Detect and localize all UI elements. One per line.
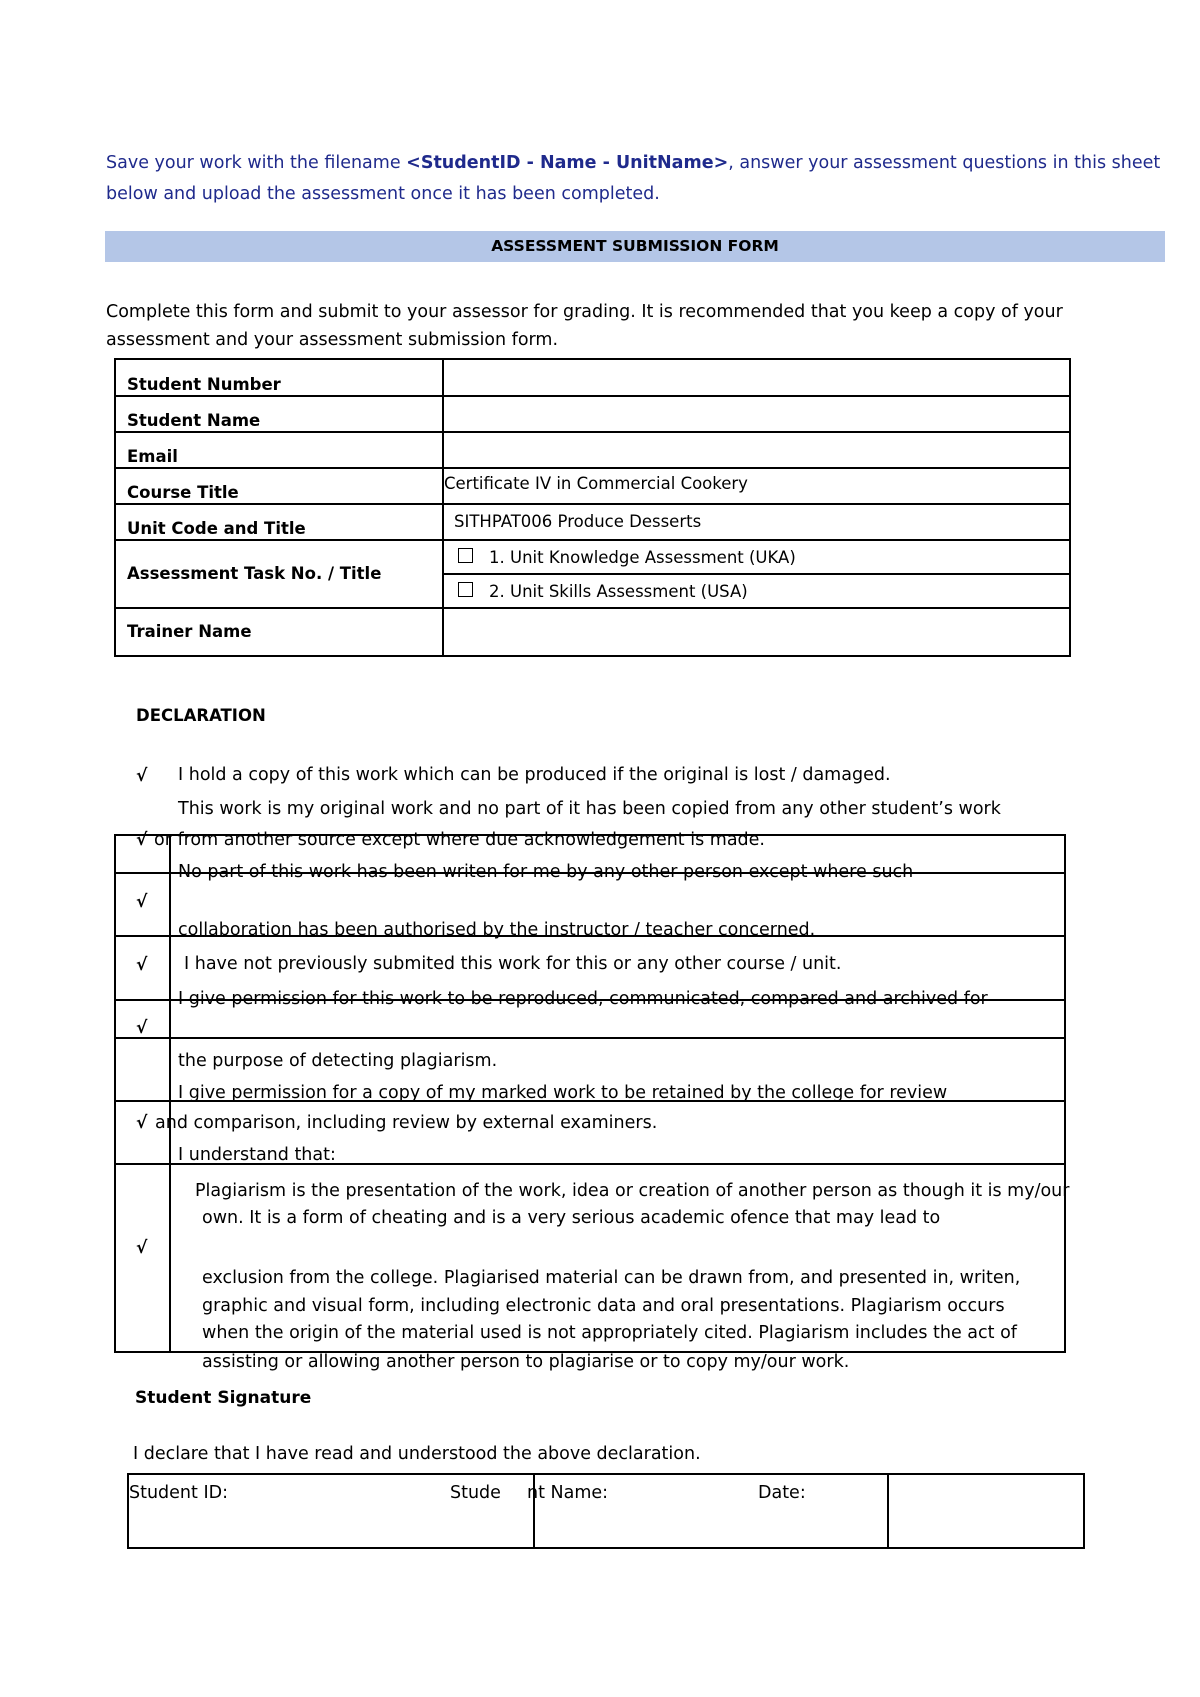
filename-format: <StudentID - Name - UnitName>: [406, 153, 729, 173]
student-id-label: Student ID:: [129, 1483, 228, 1503]
intro-text: [106, 148, 1166, 210]
student-info-table: [114, 358, 1071, 657]
instructions-line1: Complete this form and submit to your assessor for grading. It is recommended that you keep a copy of your: [106, 302, 1063, 322]
tick-mark: √: [136, 830, 148, 850]
tick-mark: √: [136, 892, 148, 912]
instructions-line2: assessment and your assessment submission form.: [106, 330, 559, 350]
declaration-item-5b: the purpose of detecting plagiarism.: [178, 1051, 498, 1071]
declaration-item-3a: No part of this work has been writen for me by any other person except where such: [178, 862, 914, 882]
intro-line2: below and upload the assessment once it has been completed.: [106, 184, 660, 204]
plagiarism-line-3: exclusion from the college. Plagiarised material can be drawn from, and presented in, writen,: [202, 1268, 1021, 1288]
student-name-label-end: nt Name:: [527, 1483, 609, 1503]
declaration-border: [114, 834, 116, 1353]
signature-table-divider: [887, 1473, 889, 1549]
student-number-label: Student Number: [115, 359, 443, 396]
declaration-item-2a: This work is my original work and no part of it has been copied from any other student’s work: [178, 799, 1001, 819]
student-name-label: Student Name: [115, 396, 443, 432]
form-banner: ASSESSMENT SUBMISSION FORM: [105, 231, 1165, 262]
plagiarism-line-5: when the origin of the material used is not appropriately cited. Plagiarism includes the act of: [202, 1323, 1017, 1343]
declaration-border: [169, 834, 171, 1353]
assessment-task-label: Assessment Task No. / Title: [115, 540, 443, 608]
tick-mark: √: [136, 1018, 148, 1038]
email-label: Email: [115, 432, 443, 468]
course-title-label: Course Title: [115, 468, 443, 504]
declaration-item-5a: I give permission for this work to be reproduced, communicated, compared and archived for: [178, 989, 988, 1009]
declaration-item-2b: or from another source except where due acknowledgement is made.: [154, 830, 765, 850]
plagiarism-line-4: graphic and visual form, including electronic data and oral presentations. Plagiarism occurs: [202, 1296, 1005, 1316]
tick-mark: √: [136, 955, 148, 975]
email-field[interactable]: [443, 432, 1070, 468]
task-option-usa-label: 2. Unit Skills Assessment (USA): [489, 581, 748, 601]
intro-part1: Save your work with the filename: [106, 153, 407, 173]
trainer-name-field[interactable]: [443, 608, 1070, 656]
student-name-label-start: Stude: [450, 1483, 501, 1503]
date-label: Date:: [758, 1483, 806, 1503]
unit-code-label: Unit Code and Title: [115, 504, 443, 540]
declaration-item-6b: and comparison, including review by external examiners.: [155, 1113, 658, 1133]
student-name-field[interactable]: [443, 396, 1070, 432]
checkbox-usa[interactable]: [458, 582, 473, 597]
declaration-item-1: I hold a copy of this work which can be produced if the original is lost / damaged.: [178, 765, 891, 785]
plagiarism-line-1: Plagiarism is the presentation of the work, idea or creation of another person as though it is my/our: [195, 1181, 1070, 1201]
plagiarism-line-6: assisting or allowing another person to plagiarise or to copy my/our work.: [202, 1352, 850, 1372]
signature-declaration: I declare that I have read and understood the above declaration.: [133, 1444, 701, 1464]
tick-mark: √: [136, 1238, 148, 1258]
form-instructions: [106, 298, 1126, 354]
declaration-heading: DECLARATION: [136, 706, 266, 725]
declaration-border: [1064, 834, 1066, 1353]
declaration-item-4: I have not previously submited this work for this or any other course / unit.: [184, 954, 842, 974]
unit-code-value: SITHPAT006 Produce Desserts: [443, 504, 1070, 540]
task-option-uka[interactable]: [443, 540, 1070, 574]
tick-mark: √: [136, 1113, 148, 1133]
plagiarism-line-2: own. It is a form of cheating and is a very serious academic ofence that may lead to: [202, 1208, 941, 1228]
declaration-border: [114, 1037, 1064, 1039]
student-signature-heading: Student Signature: [135, 1388, 312, 1408]
course-title-value: Certificate IV in Commercial Cookery: [443, 468, 1070, 504]
task-option-uka-label: 1. Unit Knowledge Assessment (UKA): [489, 547, 796, 567]
declaration-item-6a: I give permission for a copy of my marked work to be retained by the college for review: [178, 1083, 948, 1103]
tick-mark: √: [136, 766, 148, 786]
trainer-name-label: Trainer Name: [115, 608, 443, 656]
student-number-field[interactable]: [443, 359, 1070, 396]
checkbox-uka[interactable]: [458, 548, 473, 563]
declaration-item-3b: collaboration has been authorised by the instructor / teacher concerned.: [178, 920, 816, 940]
signature-field[interactable]: [890, 1476, 1082, 1546]
intro-part2: , answer your assessment questions in this sheet: [728, 153, 1161, 173]
task-option-usa[interactable]: [443, 574, 1070, 608]
declaration-item-7: I understand that:: [178, 1145, 336, 1165]
